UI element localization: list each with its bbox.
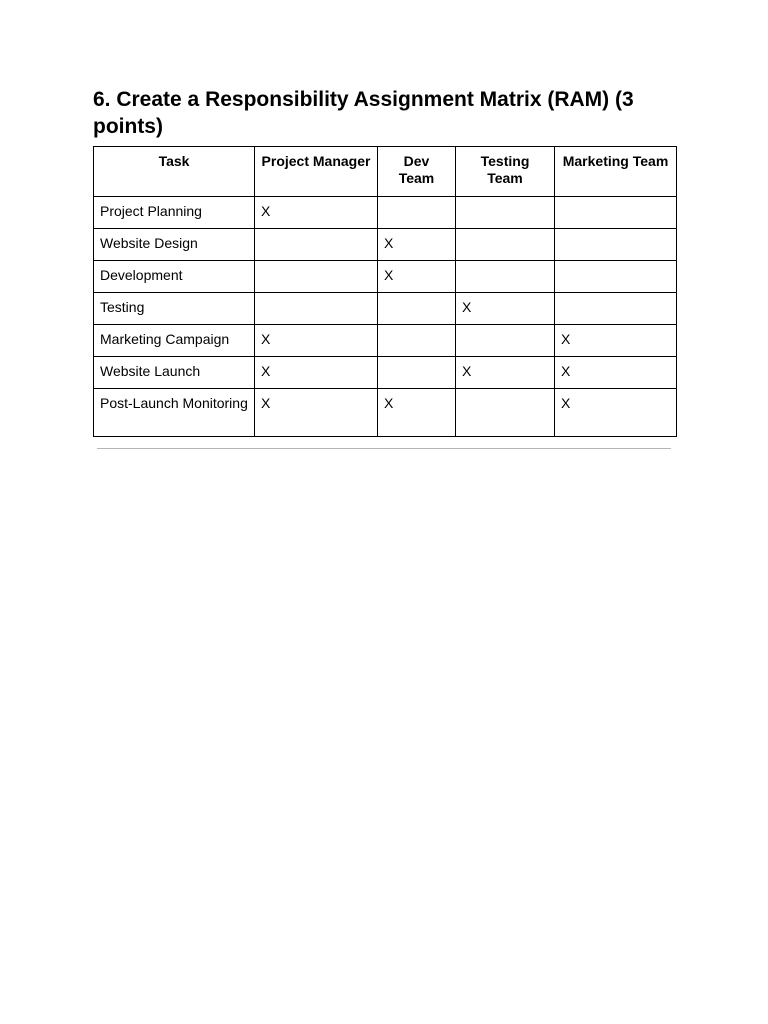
dev-team-cell: [378, 197, 456, 229]
task-cell: Testing: [94, 293, 255, 325]
dev-team-cell: X: [378, 261, 456, 293]
project-manager-cell: X: [255, 357, 378, 389]
responsibility-matrix-table: [93, 146, 677, 437]
task-cell: Website Design: [94, 229, 255, 261]
table-row: [94, 325, 677, 357]
project-manager-cell: [255, 229, 378, 261]
dev-team-cell: [378, 325, 456, 357]
testing-team-cell: [456, 261, 555, 293]
testing-team-cell: [456, 325, 555, 357]
marketing-team-cell: [555, 293, 677, 325]
testing-team-cell: [456, 229, 555, 261]
marketing-team-cell: X: [555, 325, 677, 357]
project-manager-cell: X: [255, 325, 378, 357]
table-row: [94, 197, 677, 229]
project-manager-cell: [255, 261, 378, 293]
task-cell: Development: [94, 261, 255, 293]
column-header-task: Task: [94, 147, 255, 197]
testing-team-cell: [456, 389, 555, 437]
column-header-marketing-team: Marketing Team: [555, 147, 677, 197]
horizontal-divider: [97, 448, 671, 449]
page-title: 6. Create a Responsibility Assignment Matrix (RAM) (3 points): [93, 88, 634, 138]
task-cell: Project Planning: [94, 197, 255, 229]
project-manager-cell: X: [255, 389, 378, 437]
marketing-team-cell: [555, 229, 677, 261]
marketing-team-cell: X: [555, 357, 677, 389]
table-row: [94, 229, 677, 261]
table-row: [94, 261, 677, 293]
dev-team-cell: X: [378, 389, 456, 437]
testing-team-cell: [456, 197, 555, 229]
marketing-team-cell: X: [555, 389, 677, 437]
table-row: [94, 357, 677, 389]
marketing-team-cell: [555, 197, 677, 229]
dev-team-cell: [378, 293, 456, 325]
testing-team-cell: X: [456, 293, 555, 325]
testing-team-cell: X: [456, 357, 555, 389]
task-cell: Post-Launch Monitoring: [94, 389, 255, 437]
dev-team-cell: X: [378, 229, 456, 261]
dev-team-cell: [378, 357, 456, 389]
column-header-testing-team: Testing Team: [456, 147, 555, 197]
column-header-dev-team: Dev Team: [378, 147, 456, 197]
marketing-team-cell: [555, 261, 677, 293]
column-header-project-manager: Project Manager: [255, 147, 378, 197]
table-row: [94, 293, 677, 325]
task-cell: Marketing Campaign: [94, 325, 255, 357]
table-header-row: [94, 147, 677, 197]
table-row: [94, 389, 677, 437]
project-manager-cell: [255, 293, 378, 325]
task-cell: Website Launch: [94, 357, 255, 389]
project-manager-cell: X: [255, 197, 378, 229]
